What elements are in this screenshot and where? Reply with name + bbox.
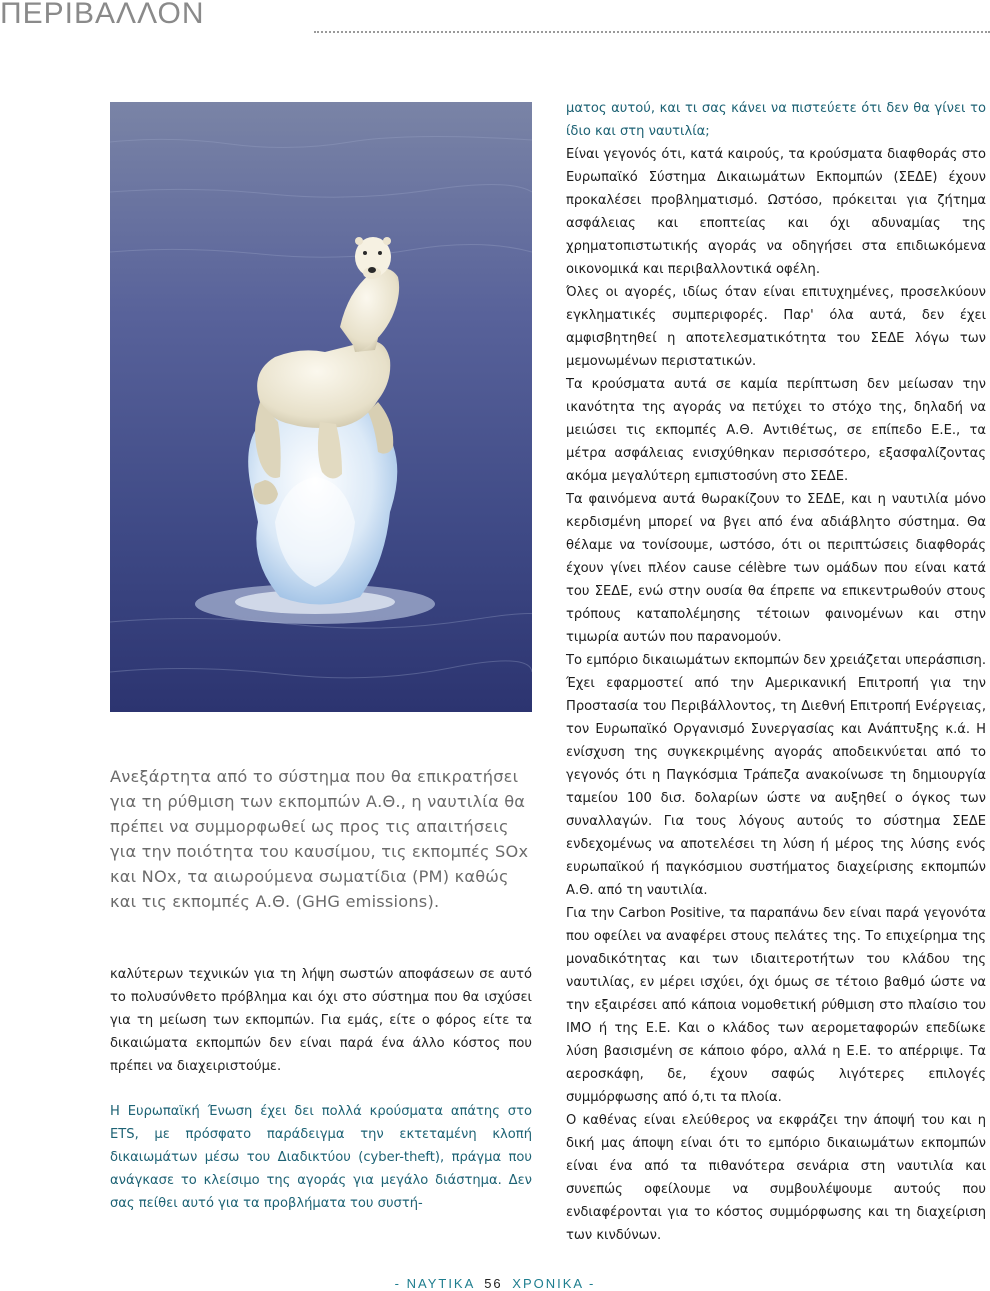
footer-magazine-name-left: - ΝΑΥΤΙΚΑ <box>394 1276 475 1291</box>
right-column-paragraph: Ο καθένας είναι ελεύθερος να εκφράζει την άποψή του και η δική μας άποψη είναι ότι το εμπόριο δικαιωμάτων εκπομπών είναι ένα από τα πιθανότερα σενάρια στη ναυτιλία και συνεπώς οφείλουμε να συμβουλέψουμε αυτούς που ενδιαφέρονται για το κόστος συμμόρφωσης και τη διαχείριση των κινδύνων. <box>566 1113 986 1243</box>
polar-bear-illustration <box>110 102 532 712</box>
right-column-paragraph: Για την Carbon Positive, τα παραπάνω δεν είναι παρά γεγονότα που οφείλει να αναφέρει στους πελάτες της. Το επιχείρημα της μοναδικότητας και των ιδιαιτεροτήτων του κλάδου της ναυτιλίας, εν μέρει ισχύει, όχι όμως σε τέτοιο βαθμό ώστε να την εξαιρέσει από κάποια νομοθετική ρύθμιση στο πλαίσιο του ΙΜΟ ή της Ε.Ε. Και ο κλάδος των αερομεταφορών επεδίωκε λύση βασισμένη σε κάποιο φόρο, αλλά η Ε.Ε. το απέρριψε. Τα αεροσκάφη, δε, έχουν σαφώς λιγότερες επιλογές συμμόρφωσης από ό,τι τα πλοία. <box>566 906 986 1105</box>
footer-magazine-name-right: ΧΡΟΝΙΚΑ - <box>512 1276 596 1291</box>
page-number: 56 <box>484 1276 503 1291</box>
left-column-highlight-paragraph: Η Ευρωπαϊκή Ένωση έχει δει πολλά κρούσματα απάτης στο ETS, με πρόσφατο παράδειγμα την εκτεταμένη κλοπή δικαιωμάτων μέσω του Διαδικτύου (cyber-theft), πράγμα που ανάγκασε το κλείσιμο της αγοράς για μεγάλο διάστημα. Δεν σας πείθει αυτό για τα προβλήματα του συστή- <box>110 1104 532 1211</box>
section-title: ΠΕΡΙΒΑΛΛΟΝ <box>0 0 205 30</box>
right-column-continued-text: ματος αυτού, και τι σας κάνει να πιστεύετε ότι δεν θα γίνει το ίδιο και στη ναυτιλία; <box>566 101 986 139</box>
right-column <box>566 97 986 1247</box>
right-column-paragraph: Όλες οι αγορές, ιδίως όταν είναι επιτυχημένες, προσελκύουν εγκληματικές συμπεριφορές. Παρ' όλα αυτά, δεν έχει αμφισβητηθεί η αποτελεσματικότητα του ΣΕΔΕ λόγω των μεμονωμένων περιστατικών. <box>566 285 986 369</box>
header-dotted-rule <box>314 31 990 33</box>
right-column-paragraph: Το εμπόριο δικαιωμάτων εκπομπών δεν χρειάζεται υπεράσπιση. Έχει εφαρμοστεί από την Αμερικανική Επιτροπή για την Προστασία του Περιβάλλοντος, τη Διεθνή Επιτροπή Ενέργειας, τον Ευρωπαϊκό Οργανισμό Συνεργασίας και Ανάπτυξης κ.ά. Η ενίσχυση της συγκεκριμένης αγοράς αποδεικνύεται από το γεγονός ότι η Παγκόσμια Τράπεζα ανακοίνωσε τη δημιουργία ταμείου 100 δισ. δολαρίων ώστε να αυξηθεί ο όγκος των συναλλαγών. Για τους λόγους αυτούς το σύστημα ΣΕΔΕ ενδεχομένως να αποτελέσει τη λύση ή μέρος της λύσης ενός ευρωπαϊκού ή παγκόσμιου συστήματος διαχείρισης εκπομπών Α.Θ. από τη ναυτιλία. <box>566 653 986 898</box>
right-column-paragraph: Είναι γεγονός ότι, κατά καιρούς, τα κρούσματα διαφθοράς στο Ευρωπαϊκό Σύστημα Δικαιωμάτων Εκπομπών (ΣΕΔΕ) έχουν προκαλέσει προβληματισμό. Ωστόσο, πρόκειται για ζήτημα ασφάλειας και εποπτείας και όχι αδυναμίας της χρηματοπιστωτικής αγοράς να οδηγήσει στα επιδιωκόμενα οικονομικά και περιβαλλοντικά οφέλη. <box>566 147 986 277</box>
polar-bear-photo <box>110 102 532 712</box>
left-column-paragraph: καλύτερων τεχνικών για τη λήψη σωστών αποφάσεων σε αυτό το πολυσύνθετο πρόβλημα και όχι στο σύστημα που θα ισχύσει για τη μείωση των εκπομπών. Για εμάς, είτε ο φόρος είτε τα δικαιώματα εκπομπών δεν είναι παρά ένα άλλο κόστος που πρέπει να διαχειριστούμε. <box>110 967 532 1074</box>
right-column-paragraph: Τα κρούσματα αυτά σε καμία περίπτωση δεν μείωσαν την ικανότητα της αγοράς να πετύχει το στόχο της, δηλαδή να μειώσει τις εκπομπές Α.Θ. Αντιθέτως, σε επίπεδο Ε.Ε., τα μέτρα ασφάλειας ενισχύθηκαν περισσότερο, εξασφαλίζοντας ακόμα μεγαλύτερη εμπιστοσύνη στο ΣΕΔΕ. <box>566 377 986 484</box>
pull-quote: Ανεξάρτητα από το σύστημα που θα επικρατήσει για τη ρύθμιση των εκπομπών Α.Θ., η ναυτιλία θα πρέπει να συμμορφωθεί ως προς τις απαιτήσεις για την ποιότητα του καυσίμου, τις εκπομπές SOx και NOx, τα αιωρούμενα σωματίδια (PM) καθώς και τις εκπομπές Α.Θ. (GHG emissions). <box>110 767 529 911</box>
page-footer <box>0 1276 990 1291</box>
right-column-paragraph: Τα φαινόμενα αυτά θωρακίζουν το ΣΕΔΕ, και η ναυτιλία μόνο κερδισμένη μπορεί να βγει από ένα αδιάβλητο σύστημα. Θα θέλαμε να τονίσουμε, ωστόσο, ότι οι περιπτώσεις διαφθοράς έχουν γίνει πλέον cause célèbre των ομάδων που είναι κατά του ΣΕΔΕ, ενώ στην ουσία θα έπρεπε να επικεντρωθούν στους τρόπους καταπολέμησης τέτοιων φαινομένων και στην τιμωρία αυτών που παρανομούν. <box>566 492 986 645</box>
